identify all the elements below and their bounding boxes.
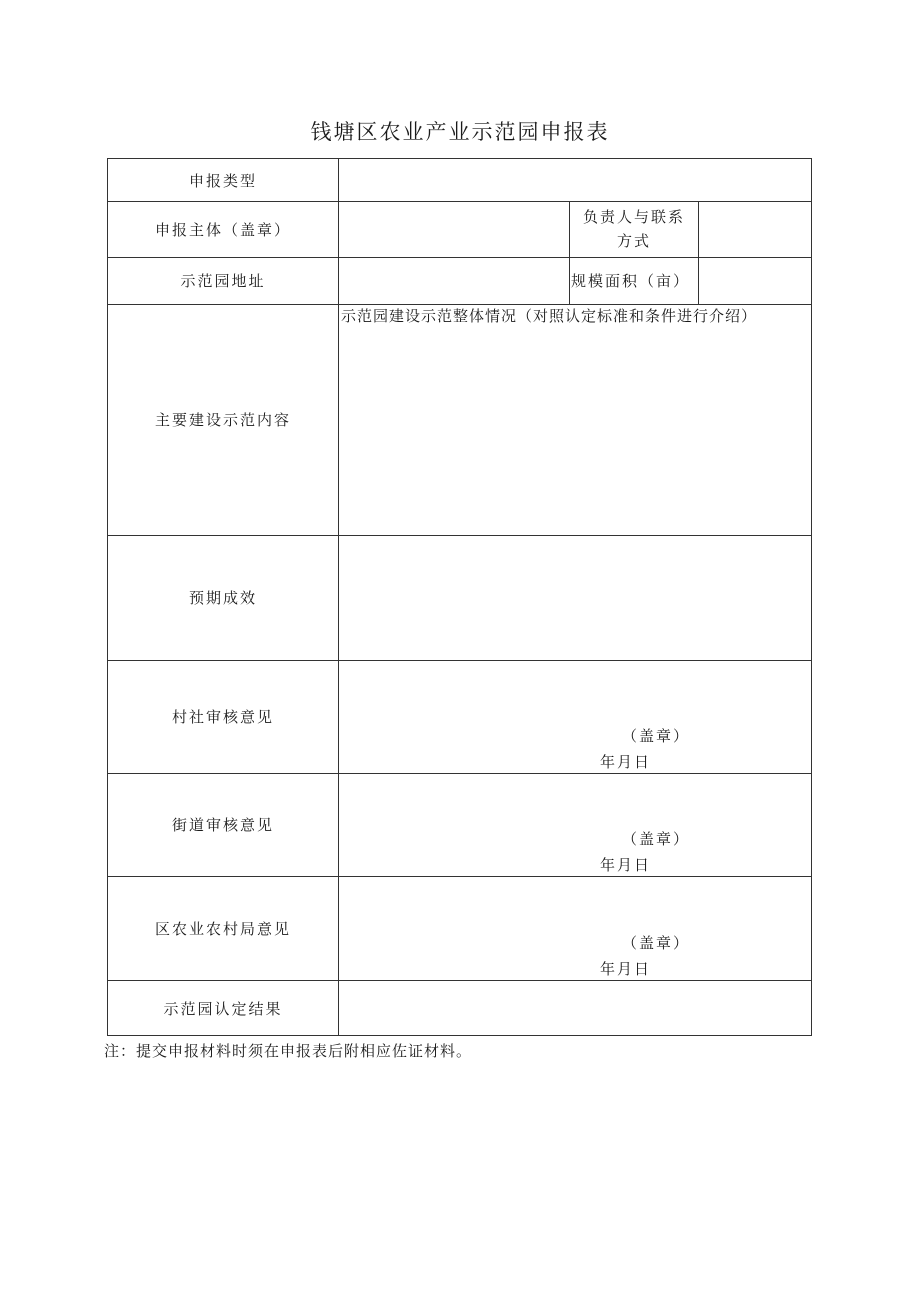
street-opinion-field[interactable]: [339, 774, 812, 876]
street-stamp: （盖章）: [622, 830, 691, 848]
address-label: 示范园地址: [180, 272, 266, 290]
bureau-label: 区农业农村局意见: [154, 919, 291, 938]
bureau-date: 年月日: [600, 960, 652, 978]
village-date: 年月日: [600, 753, 652, 771]
area-value-field[interactable]: [699, 257, 812, 304]
type-value-field[interactable]: [339, 159, 812, 201]
footnote: 注：提交申报材料时须在申报表后附相应佐证材料。: [104, 1042, 473, 1060]
bureau-opinion-field[interactable]: [339, 877, 812, 980]
subject-value-field[interactable]: [339, 201, 569, 257]
content-value-field[interactable]: [339, 305, 812, 535]
address-value-field[interactable]: [339, 257, 569, 304]
village-opinion-field[interactable]: [339, 661, 812, 773]
result-label: 示范园认定结果: [163, 999, 283, 1018]
village-stamp: （盖章）: [622, 727, 691, 745]
effect-label: 预期成效: [188, 589, 257, 607]
contact-value-field[interactable]: [699, 201, 812, 257]
application-form-table: [107, 158, 812, 1036]
area-label: 规模面积（亩）: [571, 272, 691, 290]
village-label: 村社审核意见: [171, 708, 274, 726]
content-hint: 示范园建设示范整体情况（对照认定标准和条件进行介绍）: [341, 307, 758, 325]
street-label: 街道审核意见: [171, 816, 274, 834]
result-value-field[interactable]: [339, 981, 812, 1036]
content-label: 主要建设示范内容: [154, 411, 291, 429]
type-label: 申报类型: [188, 171, 257, 190]
street-date: 年月日: [600, 856, 652, 874]
effect-value-field[interactable]: [339, 536, 812, 660]
contact-label: 负责人与联系方式: [582, 208, 685, 250]
bureau-stamp: （盖章）: [622, 934, 691, 952]
form-title: 钱塘区农业产业示范园申报表: [310, 120, 610, 144]
subject-label: 申报主体（盖章）: [154, 220, 291, 239]
